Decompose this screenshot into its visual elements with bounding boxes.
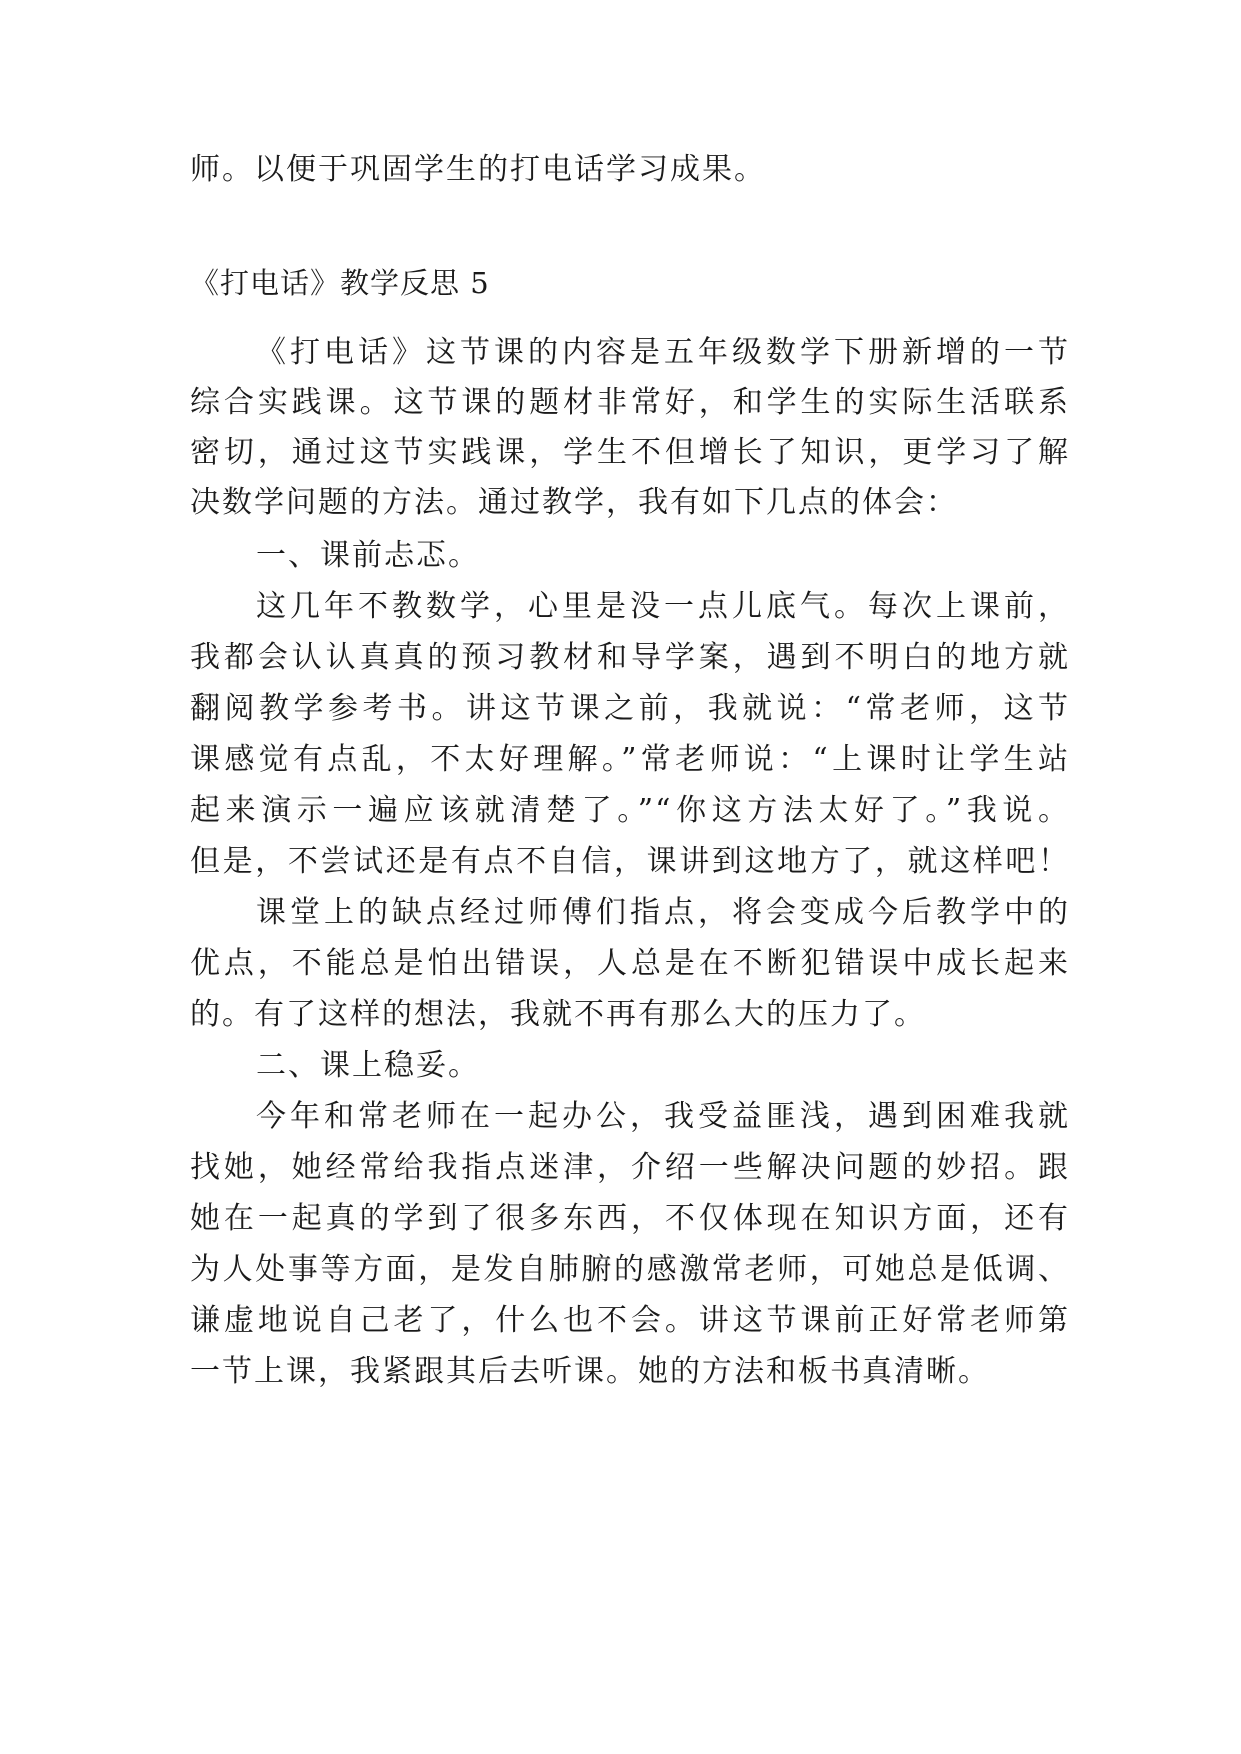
- paragraph-line: 谦虚地说自己老了，什么也不会。讲这节课前正好常老师第: [190, 1303, 1070, 1338]
- paragraph-line: 优点，不能总是怕出错误，人总是在不断犯错误中成长起来: [190, 946, 1070, 981]
- paragraph-line: 但是，不尝试还是有点不自信，课讲到这地方了，就这样吧！: [190, 844, 1070, 879]
- paragraph-line: 密切，通过这节实践课，学生不但增长了知识，更学习了解: [190, 435, 1070, 470]
- paragraph-line: 我都会认认真真的预习教材和导学案，遇到不明白的地方就: [190, 640, 1070, 675]
- paragraph-line: 综合实践课。这节课的题材非常好，和学生的实际生活联系: [190, 385, 1070, 420]
- paragraph-line: 的。有了这样的想法，我就不再有那么大的压力了。: [190, 997, 926, 1032]
- paragraph-line: 《打电话》这节课的内容是五年级数学下册新增的一节: [256, 335, 1070, 370]
- subsection-heading: 一、课前忐忑。: [256, 538, 480, 573]
- paragraph-line: 为人处事等方面，是发自肺腑的感激常老师，可她总是低调、: [190, 1252, 1070, 1287]
- paragraph-line: 今年和常老师在一起办公，我受益匪浅，遇到困难我就: [256, 1099, 1070, 1134]
- paragraph-line: 一节上课，我紧跟其后去听课。她的方法和板书真清晰。: [190, 1354, 990, 1389]
- subsection-heading: 二、课上稳妥。: [256, 1048, 480, 1083]
- paragraph-line: 课感觉有点乱，不太好理解。”常老师说：“上课时让学生站: [190, 742, 1070, 777]
- paragraph-line: 她在一起真的学到了很多东西，不仅体现在知识方面，还有: [190, 1201, 1070, 1236]
- paragraph-line: 翻阅教学参考书。讲这节课之前，我就说：“常老师，这节: [190, 691, 1070, 726]
- paragraph-line: 课堂上的缺点经过师傅们指点，将会变成今后教学中的: [256, 895, 1070, 930]
- paragraph-line: 这几年不教数学，心里是没一点儿底气。每次上课前，: [256, 589, 1070, 624]
- paragraph-line: 起来演示一遍应该就清楚了。”“你这方法太好了。”我说。: [190, 793, 1070, 828]
- paragraph-line: 决数学问题的方法。通过教学，我有如下几点的体会：: [190, 485, 958, 520]
- section-title: 《打电话》教学反思 5: [190, 266, 490, 300]
- paragraph-line: 找她，她经常给我指点迷津，介绍一些解决问题的妙招。跟: [190, 1150, 1070, 1185]
- paragraph-line: 师。以便于巩固学生的打电话学习成果。: [190, 152, 766, 187]
